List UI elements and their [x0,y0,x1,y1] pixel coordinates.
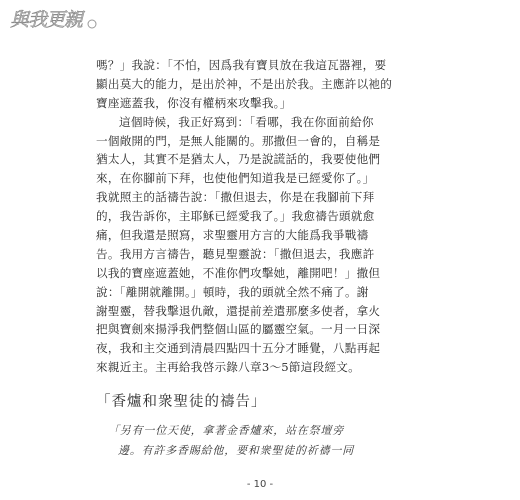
book-logo [8,4,98,32]
body-line: 來親近主。主再給我啓示錄八章3～5節這段經文。 [96,360,360,375]
body-line: 把與寶劍來揚淨我們整個山區的屬靈空氣。一月一日深 [96,322,381,337]
body-line: 夜，我和主交通到清晨四點四十五分才睡覺，八點再起 [96,341,381,356]
body-line: 以我的寶座遮蓋她，不准你們攻擊她，離開吧！」撒但 [96,265,381,280]
quote-line: 「另有一位天使，拿著金香爐來，站在祭壇旁 [108,424,344,437]
book-logo-icon [8,4,98,32]
body-line: 顯出莫大的能力，是出於神，不是出於我。主應許以祂的 [96,76,393,91]
body-line: 痛，但我還是照寫，求聖靈用方言的大能爲我爭戰禱 [96,228,369,243]
quote-line: 邊。有許多香賜給他，要和衆聖徒的祈禱一同 [118,444,354,457]
section-heading: 「香爐和衆聖徒的禱告」 [96,394,267,410]
body-line: 告。我用方言禱告，聽見聖靈說：「撒但退去，我應許 [96,246,375,261]
body-line: 一個敞開的門，是無人能關的。那撒但一會的，自稱是 [96,133,381,148]
body-line: 這個時候，我正好寫到：「看哪，我在你面前給你 [119,114,374,129]
scripture-quote [108,421,420,461]
body-line: 謝聖靈，替我擊退仇敵，還提前差遣那麼多使者，拿火 [96,303,381,318]
body-line: 我就照主的話禱告說：「撒但退去，你是在我腳前下拜 [96,190,375,205]
body-text [96,56,422,377]
body-line: 來，在你腳前下拜，也使他們知道我是已經愛你了。」 [96,171,375,186]
body-line: 嗎？」我說：「不怕，因爲我有寶貝放在我這瓦器裡，要 [96,58,387,72]
body-line: 寶座遮蓋我，你沒有權柄來攻擊我。」 [96,95,292,110]
body-line: 的，我告訴你，主耶穌已經愛我了。」我愈禱告頭就愈 [96,209,375,224]
body-line: 猶太人，其實不是猶太人，乃是說謊話的，我要使他們 [96,152,381,167]
page-number: - 10 - [246,479,274,490]
svg-text:與我更親: 與我更親 [10,9,83,31]
body-line: 說：「離開就離開。」頓時，我的頭就全然不痛了。謝 [96,284,369,299]
